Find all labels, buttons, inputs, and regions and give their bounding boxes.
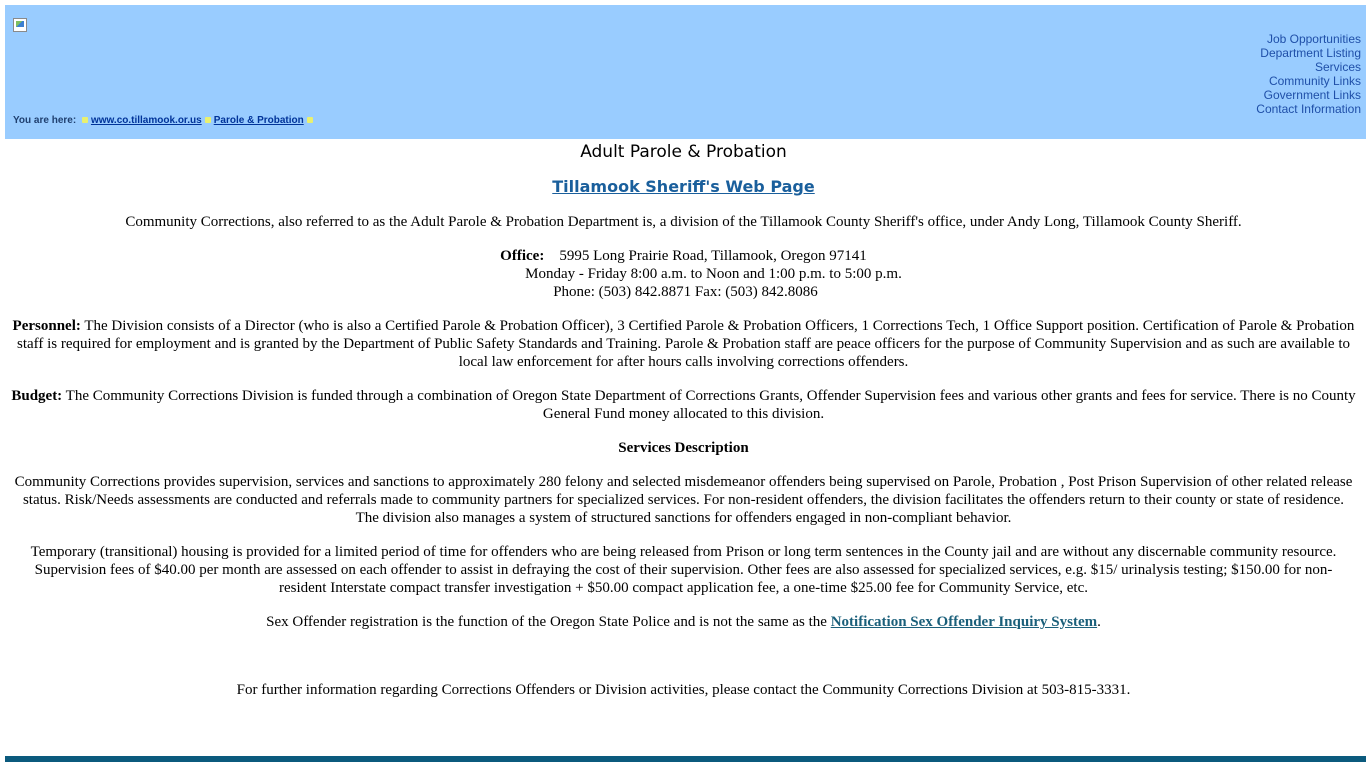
office-label: Office: (500, 248, 545, 264)
budget-label: Budget: (11, 388, 63, 404)
sex-offender-period: . (1097, 614, 1101, 630)
nav-services[interactable]: Services (1314, 60, 1361, 74)
breadcrumb-parole-link[interactable]: Parole & Probation (213, 115, 304, 126)
office-info (5, 247, 1362, 301)
office-phone: Phone: (503) 842.8871 Fax: (503) 842.8086 (553, 284, 818, 300)
services-heading: Services Description (618, 440, 749, 456)
nav-department-listing[interactable]: Department Listing (1260, 46, 1361, 60)
breadcrumb-home-link[interactable]: www.co.tillamook.or.us (90, 115, 202, 126)
page-title: Adult Parole & Probation (580, 142, 787, 162)
personnel-text: The Division consists of a Director (who is also a Certified Parole & Probation Officer), 3 Certified Parole & Probation Officers, 1 Corrections Tech, 1 Office Support position. Certification of Parole & Probation staff is required for employment and is granted by the Department of Public Safety Standards and Training. Parole & Probation staff are peace officers for the purpose of Community Supervision and as such are available to local law enforcement for after hours calls involving corrections offenders. (16, 318, 1355, 370)
personnel-paragraph (5, 317, 1362, 371)
breadcrumb (13, 115, 316, 126)
nav-government-links[interactable]: Government Links (1263, 88, 1361, 102)
budget-paragraph (5, 387, 1362, 423)
services-paragraph-1: Community Corrections provides supervision, services and sanctions to approximately 280 felony and selected misdemeanor offenders being supervised on Parole, Probation , Post Prison Supervision of other related release status. Risk/Needs assessments are conducted and referrals made to community partners for specialized services. For non-resident offenders, the division facilitates the offenders return to their county or state of residence. The division also manages a system of structured sanctions for offenders engaged in non-compliant behavior. (14, 474, 1353, 526)
header-banner (5, 5, 1366, 139)
breadcrumb-arrow-icon (307, 117, 313, 123)
breadcrumb-arrow-icon (205, 117, 211, 123)
personnel-label: Personnel: (12, 318, 81, 334)
further-info-paragraph: For further information regarding Corrections Offenders or Division activities, please contact the Community Corrections Division at 503-815-3331. (236, 682, 1131, 698)
broken-image-icon (13, 18, 27, 32)
breadcrumb-label: You are here: (13, 115, 77, 126)
services-paragraph-2: Temporary (transitional) housing is provided for a limited period of time for offenders who are being released from Prison or long term sentences in the County jail and are without any discernable community resource. Supervision fees of $40.00 per month are assessed on each offender to assist in defraying the cost of their supervision. Other fees are also assessed for specialized services, e.g. $15/ urinalysis testing; $150.00 for non-resident Interstate compact transfer investigation + $50.00 compact application fee, a one-time $25.00 fee for Community Service, etc. (30, 544, 1337, 596)
intro-paragraph: Community Corrections, also referred to as the Adult Parole & Probation Department is, a division of the Tillamook County Sheriff's office, under Andy Long, Tillamook County Sheriff. (125, 214, 1242, 230)
breadcrumb-arrow-icon (82, 117, 88, 123)
footer-bar (5, 756, 1366, 762)
budget-text: The Community Corrections Division is funded through a combination of Oregon State Department of Corrections Grants, Offender Supervision fees and various other grants and fees for service. There is no County General Fund money allocated to this division. (65, 388, 1356, 422)
top-nav (1256, 32, 1361, 116)
nav-contact-information[interactable]: Contact Information (1256, 102, 1361, 116)
sex-offender-inquiry-link[interactable]: Notification Sex Offender Inquiry System (830, 614, 1098, 630)
sex-offender-text: Sex Offender registration is the function of the Oregon State Police and is not the same as the (266, 614, 831, 630)
sheriff-web-page-link[interactable]: Tillamook Sheriff's Web Page (552, 177, 815, 196)
nav-community-links[interactable]: Community Links (1268, 74, 1361, 88)
office-address: 5995 Long Prairie Road, Tillamook, Oregon 97141 (559, 248, 867, 264)
sex-offender-paragraph (5, 613, 1362, 631)
nav-job-opportunities[interactable]: Job Opportunities (1266, 32, 1361, 46)
main-content (5, 141, 1362, 699)
office-hours: Monday - Friday 8:00 a.m. to Noon and 1:00 p.m. to 5:00 p.m. (525, 266, 902, 282)
